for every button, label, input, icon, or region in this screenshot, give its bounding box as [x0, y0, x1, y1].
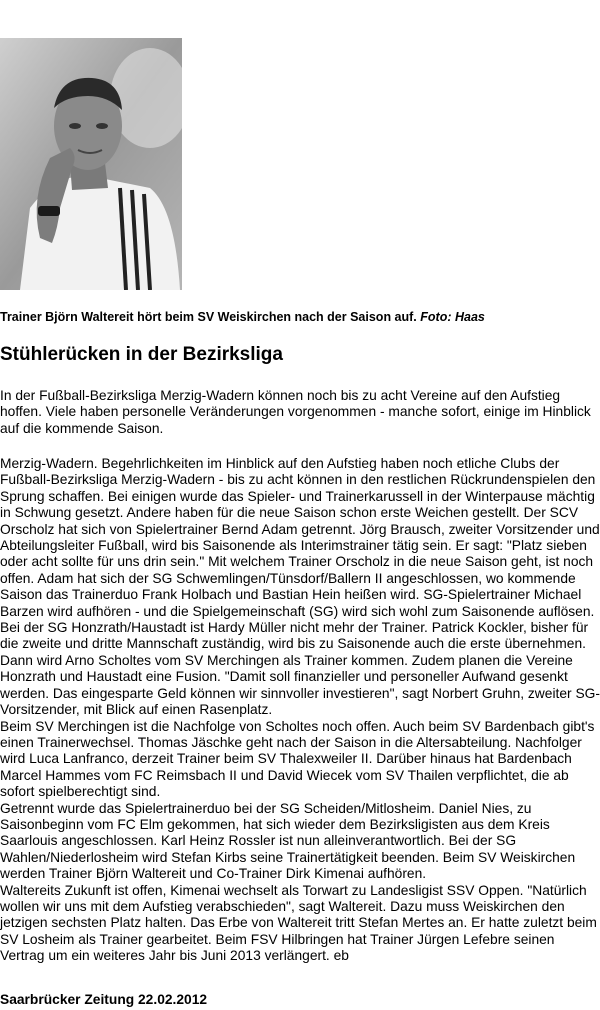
article-paragraph: Getrennt wurde das Spielertrainerduo bei der SG Scheiden/Mitlosheim. Daniel Nies, zu Saisonbeginn vom FC Elm gekommen, hat sich wieder dem Bezirksligisten aus dem Kreis Saarlouis angeschlossen. Karl Heinz Rossler ist nun alleinverantwortlich. Bei der SG Wahlen/Niederlosheim wird Stefan Kirbs seine Trainertätigkeit beenden. Beim SV Weiskirchen werden Trainer Björn Waltereit und Co-Trainer Dirk Kimenai aufhören.	[0, 800, 576, 882]
portrait-photo-icon	[0, 38, 182, 290]
photo-credit: Foto: Haas	[420, 310, 485, 324]
article-body	[0, 456, 600, 965]
photo-caption	[0, 309, 600, 325]
article-lead: In der Fußball-Bezirksliga Merzig-Wadern können noch bis zu acht Vereine auf den Aufstieg hoffen. Viele haben personelle Veränderungen vorgenommen - manche sofort, einige im Hinblick auf die kommende Saison.	[0, 388, 591, 436]
article-photo	[0, 38, 182, 290]
article-paragraph: Waltereits Zukunft ist offen, Kimenai wechselt als Torwart zu Landesligist SSV Oppen. "Natürlich wollen wir uns mit dem Aufstieg verabschieden", sagt Waltereit. Dazu muss Weiskirchen den jetzigen sechsten Platz halten. Das Erbe von Waltereit tritt Stefan Mertes an. Er hatte zuletzt beim SV Losheim als Trainer gearbeitet. Beim FSV Hilbringen hat Trainer Jürgen Lefebre seinen Vertrag um ein weiteres Jahr bis Juni 2013 verlängert. eb	[0, 882, 597, 964]
article-paragraph: Merzig-Wadern. Begehrlichkeiten im Hinblick auf den Aufstieg haben noch etliche Clubs der Fußball-Bezirksliga Merzig-Wadern - bis zu acht können in den restlichen Rückrundenspielen den Sprung schaffen. Bei einigen wurde das Spieler- und Trainerkarussell in der Winterpause mächtig in Schwung gesetzt. Andere haben für die neue Saison schon erste Weichen gestellt. Der SCV Orscholz hat sich von Spielertrainer Bernd Adam getrennt. Jörg Brausch, zweiter Vorsitzender und Abteilungsleiter Fußball, wird bis Saisonende als Interimstrainer tätig sein. Er sagt: "Platz sieben oder acht sollte für uns drin sein." Mit welchem Trainer Orscholz in die neue Saison geht, ist noch offen. Adam hat sich der SG Schwemlingen/Tünsdorf/Ballern II angeschlossen, wo kommende Saison das Trainerduo Frank Holbach und Bastian Hein heißen wird. SG-Spielertrainer Michael Barzen wird aufhören - und die Spielgemeinschaft (SG) wird sich wohl zum Saisonende auflösen.	[0, 456, 600, 619]
article-paragraph: Beim SV Merchingen ist die Nachfolge von Scholtes noch offen. Auch beim SV Bardenbach gibt's einen Trainerwechsel. Thomas Jäschke geht nach der Saison in die Altersabteilung. Nachfolger wird Luca Lanfranco, derzeit Trainer beim SV Thalexweiler II. Darüber hinaus hat Bardenbach Marcel Hammes vom FC Reimsbach II und David Wiecek vom SV Thailen verpflichtet, die ab sofort spielberechtigt sind.	[0, 718, 595, 800]
article-source: Saarbrücker Zeitung 22.02.2012	[0, 992, 208, 1007]
article-paragraph: Bei der SG Honzrath/Haustadt ist Hardy Müller nicht mehr der Trainer. Patrick Kockler, bisher für die zweite und dritte Mannschaft zuständig, wird bis zu Saisonende auch die erste übernehmen. Dann wird Arno Scholtes vom SV Merchingen als Trainer kommen. Zudem planen die Vereine Honzrath und Haustadt eine Fusion. "Damit soll finanzieller und personeller Aufwand gesenkt werden. Das eingesparte Geld können wir sinnvoller investieren", sagt Norbert Gruhn, zweiter SG-Vorsitzender, mit Blick auf einen Rasenplatz.	[0, 620, 600, 718]
article-headline: Stühlerücken in der Bezirksliga	[0, 344, 283, 365]
caption-text: Trainer Björn Waltereit hört beim SV Weiskirchen nach der Saison auf.	[0, 310, 417, 324]
